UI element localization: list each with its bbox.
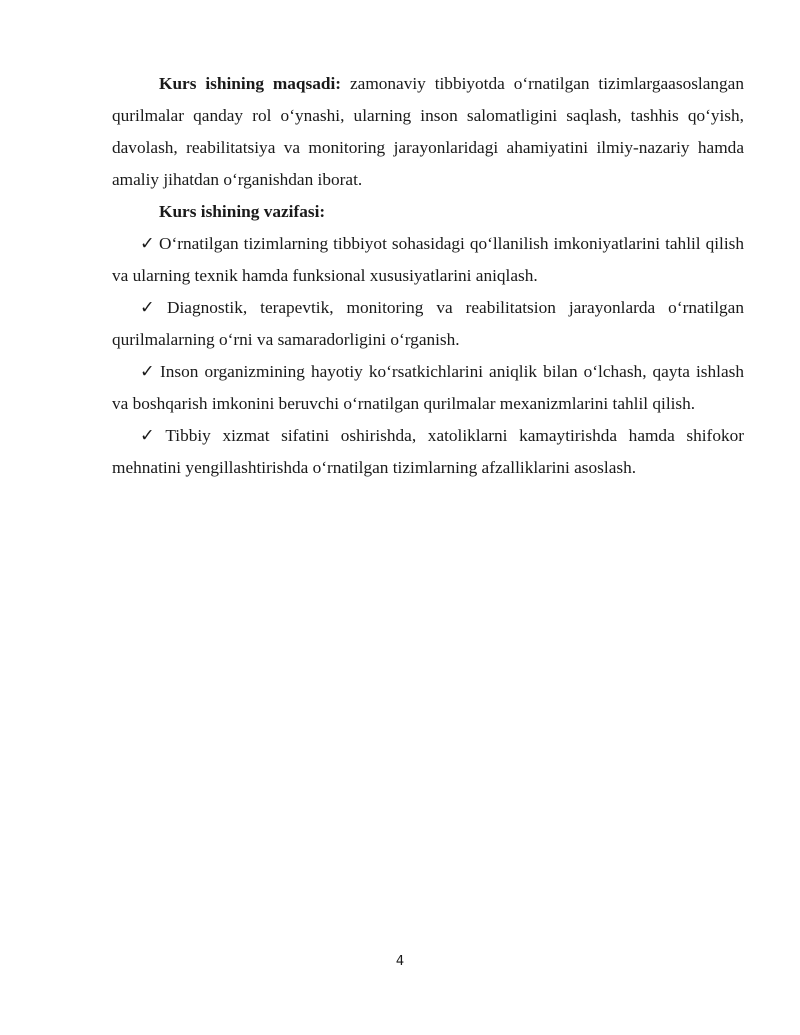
task-item xyxy=(112,292,744,356)
tasks-heading: Kurs ishining vazifasi: xyxy=(159,202,326,221)
task-text: Tibbiy xizmat sifatini oshirishda, xatoliklarni kamaytirishda hamda shifokor mehnatini yengillashtirishda o‘rnatilgan tizimlarning afzalliklarini asoslash. xyxy=(112,426,744,477)
checkmark-icon: ✓ xyxy=(140,234,155,253)
task-item xyxy=(112,228,744,292)
checkmark-icon: ✓ xyxy=(140,362,155,381)
goal-paragraph xyxy=(112,68,744,196)
page-number: 4 xyxy=(395,954,405,969)
checkmark-icon: ✓ xyxy=(140,426,155,445)
task-text: Diagnostik, terapevtik, monitoring va reabilitatsion jarayonlarda o‘rnatilgan qurilmalarning o‘rni va samaradorligini o‘rganish. xyxy=(112,298,744,349)
document-page xyxy=(112,68,744,484)
task-item xyxy=(112,420,744,484)
task-text: Inson organizmining hayotiy ko‘rsatkichlarini aniqlik bilan o‘lchash, qayta ishlash va boshqarish imkonini beruvchi o‘rnatilgan qurilmalar mexanizmlarini tahlil qilish. xyxy=(112,362,744,413)
goal-label: Kurs ishining maqsadi: xyxy=(159,74,342,93)
checkmark-icon: ✓ xyxy=(140,298,155,317)
goal-text: zamonaviy tibbiyotda o‘rnatilgan tizimlargaasoslangan qurilmalar qanday rol o‘ynashi, ularning inson salomatligini saqlash, tashhis qo‘yish, davolash, reabilitatsiya va monitoring jarayonlaridagi ahamiyatini ilmiy-nazariy hamda amaliy jihatdan o‘rganishdan iborat. xyxy=(112,74,744,189)
task-text: O‘rnatilgan tizimlarning tibbiyot sohasidagi qo‘llanilish imkoniyatlarini tahlil qilish va ularning texnik hamda funksional xususiyatlarini aniqlash. xyxy=(112,234,744,285)
task-item xyxy=(112,356,744,420)
